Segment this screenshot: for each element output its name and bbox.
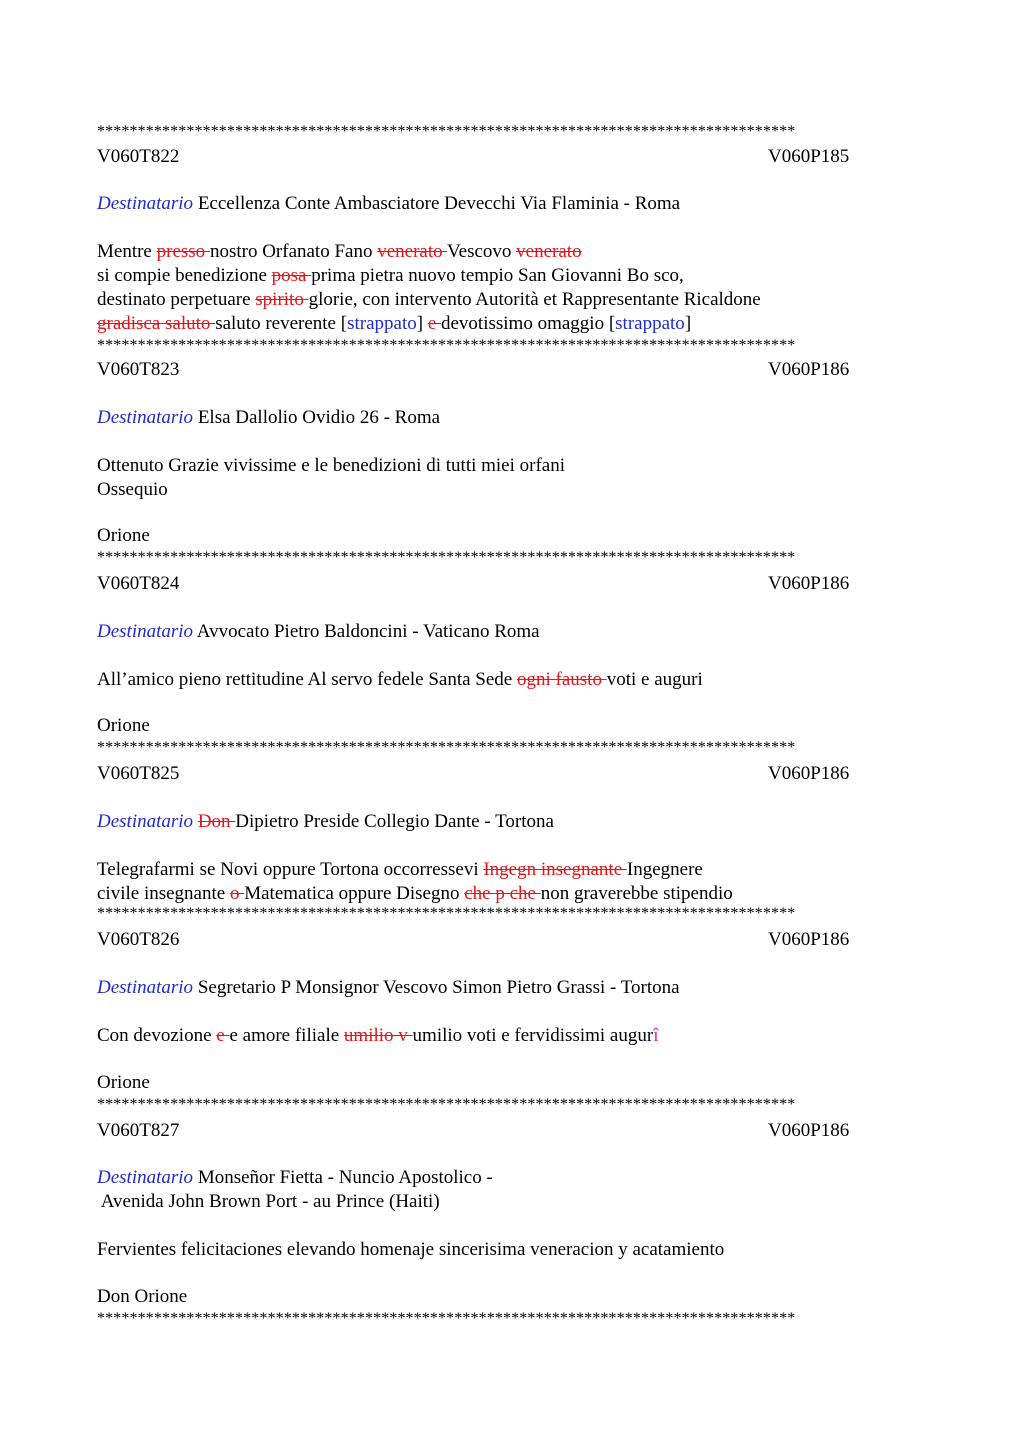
- text-segment: ]: [416, 313, 428, 334]
- signature: Orione: [97, 715, 150, 736]
- recipient-label: Destinatario: [97, 811, 194, 832]
- text-segment: umilio voti e fervidissimi augur: [412, 1025, 654, 1046]
- recipient-text: Avvocato Pietro Baldoncini - Vaticano Roma: [196, 621, 540, 642]
- deleted-text: presso: [156, 241, 210, 262]
- page-ref: V060P186: [768, 573, 850, 594]
- separator-line: **************************************************************************************: [97, 337, 796, 354]
- recipient-line: [97, 1166, 493, 1190]
- message-line: [97, 1238, 724, 1262]
- recipient-text: Elsa Dallolio Ovidio 26 - Roma: [197, 407, 441, 428]
- recipient-line: [97, 620, 540, 644]
- text-segment: Ottenuto Grazie vivissime e le benedizioni di tutti miei orfani: [97, 455, 566, 476]
- record-id: V060T823: [97, 359, 180, 380]
- signature: Orione: [97, 525, 150, 546]
- editorial-note: strappato: [347, 313, 417, 334]
- separator-line: **************************************************************************************: [97, 1310, 796, 1327]
- text-segment: ]: [684, 313, 692, 334]
- text-segment: Mentre: [97, 241, 157, 262]
- deleted-text: Ingegn insegnante: [483, 859, 627, 880]
- record-id: V060T827: [97, 1120, 180, 1141]
- deleted-text: venerato: [516, 241, 582, 262]
- message-line: [97, 264, 684, 288]
- deleted-text: Don: [197, 811, 236, 832]
- text-segment: Con devozione: [97, 1025, 217, 1046]
- text-segment: devotissimo omaggio [: [441, 313, 616, 334]
- editorial-note: strappato: [615, 313, 685, 334]
- recipient-text: Segretario P Monsignor Vescovo Simon Pietro Grassi - Tortona: [197, 977, 680, 998]
- deleted-text: ogni fausto: [517, 669, 607, 690]
- text-segment: saluto reverente [: [215, 313, 348, 334]
- text-segment: Fervientes felicitaciones elevando homenaje sincerisima veneracion y acatamiento: [97, 1239, 725, 1260]
- deleted-text: gradisca saluto: [97, 313, 216, 334]
- message-line: [97, 478, 168, 502]
- message-line: [97, 312, 691, 336]
- recipient-label: Destinatario: [97, 193, 194, 214]
- record-id: V060T826: [97, 929, 180, 950]
- recipient-label: Destinatario: [97, 1167, 194, 1188]
- page-ref: V060P186: [768, 929, 850, 950]
- page-ref: V060P186: [768, 1120, 850, 1141]
- text-segment: Ossequio: [97, 479, 168, 500]
- text-segment: e amore filiale: [229, 1025, 344, 1046]
- separator-line: **************************************************************************************: [97, 549, 796, 566]
- deleted-text: o: [229, 883, 245, 904]
- text-segment: Vescovo: [447, 241, 517, 262]
- recipient-address: Avenida John Brown Port - au Prince (Haiti): [97, 1191, 440, 1212]
- text-segment: prima pietra nuovo tempio San Giovanni Bo sco,: [311, 265, 684, 286]
- separator-line: **************************************************************************************: [97, 123, 796, 140]
- text-segment: destinato perpetuare: [97, 289, 256, 310]
- text-segment: Dipietro Preside Collegio Dante - Tortona: [235, 811, 554, 832]
- recipient-line: [97, 406, 440, 430]
- text-segment: si compie benedizione: [97, 265, 272, 286]
- text-segment: civile insegnante: [97, 883, 230, 904]
- message-line: [97, 454, 565, 478]
- separator-line: **************************************************************************************: [97, 739, 796, 756]
- message-line: [97, 1024, 658, 1048]
- deleted-text: posa: [271, 265, 312, 286]
- text-segment: Ingegnere: [626, 859, 703, 880]
- recipient-label: Destinatario: [97, 977, 194, 998]
- separator-line: **************************************************************************************: [97, 905, 796, 922]
- deleted-text: umilio v: [343, 1025, 413, 1046]
- deleted-text: spirito: [255, 289, 309, 310]
- signature: Orione: [97, 1072, 150, 1093]
- message-line: [97, 240, 582, 264]
- deleted-text: che p che: [464, 883, 541, 904]
- text-segment: Matematica oppure Disegno: [244, 883, 465, 904]
- page-ref: V060P186: [768, 763, 850, 784]
- text-segment: All’amico pieno rettitudine Al servo fedele Santa Sede: [97, 669, 517, 690]
- message-line: [97, 858, 703, 882]
- deleted-text: e: [216, 1025, 230, 1046]
- deleted-text: venerato: [377, 241, 448, 262]
- page-ref: V060P185: [768, 146, 850, 167]
- recipient-line: [97, 810, 554, 834]
- signature: Don Orione: [97, 1286, 188, 1307]
- message-line: [97, 882, 733, 906]
- text-segment: Telegrafarmi se Novi oppure Tortona occorressevi: [97, 859, 484, 880]
- message-line: [97, 288, 761, 312]
- recipient-text: [198, 811, 554, 832]
- text-segment: non graverebbe stipendio: [540, 883, 733, 904]
- record-id: V060T822: [97, 146, 180, 167]
- text-segment: glorie, con intervento Autorità et Rappresentante Ricaldone: [308, 289, 761, 310]
- message-line: [97, 668, 703, 692]
- text-segment: nostro Orfanato Fano: [209, 241, 378, 262]
- record-id: V060T824: [97, 573, 180, 594]
- page-ref: V060P186: [768, 359, 850, 380]
- recipient-label: Destinatario: [97, 621, 194, 642]
- recipient-line: [97, 192, 680, 216]
- text-segment: voti e auguri: [606, 669, 703, 690]
- deleted-text: e: [427, 313, 441, 334]
- recipient-label: Destinatario: [97, 407, 194, 428]
- recipient-text: Eccellenza Conte Ambasciatore Devecchi Via Flaminia - Roma: [197, 193, 681, 214]
- recipient-text: Monseñor Fietta - Nuncio Apostolico -: [197, 1167, 493, 1188]
- record-id: V060T825: [97, 763, 180, 784]
- separator-line: **************************************************************************************: [97, 1096, 796, 1113]
- recipient-line: [97, 976, 680, 1000]
- uncertain-char: î: [653, 1025, 659, 1046]
